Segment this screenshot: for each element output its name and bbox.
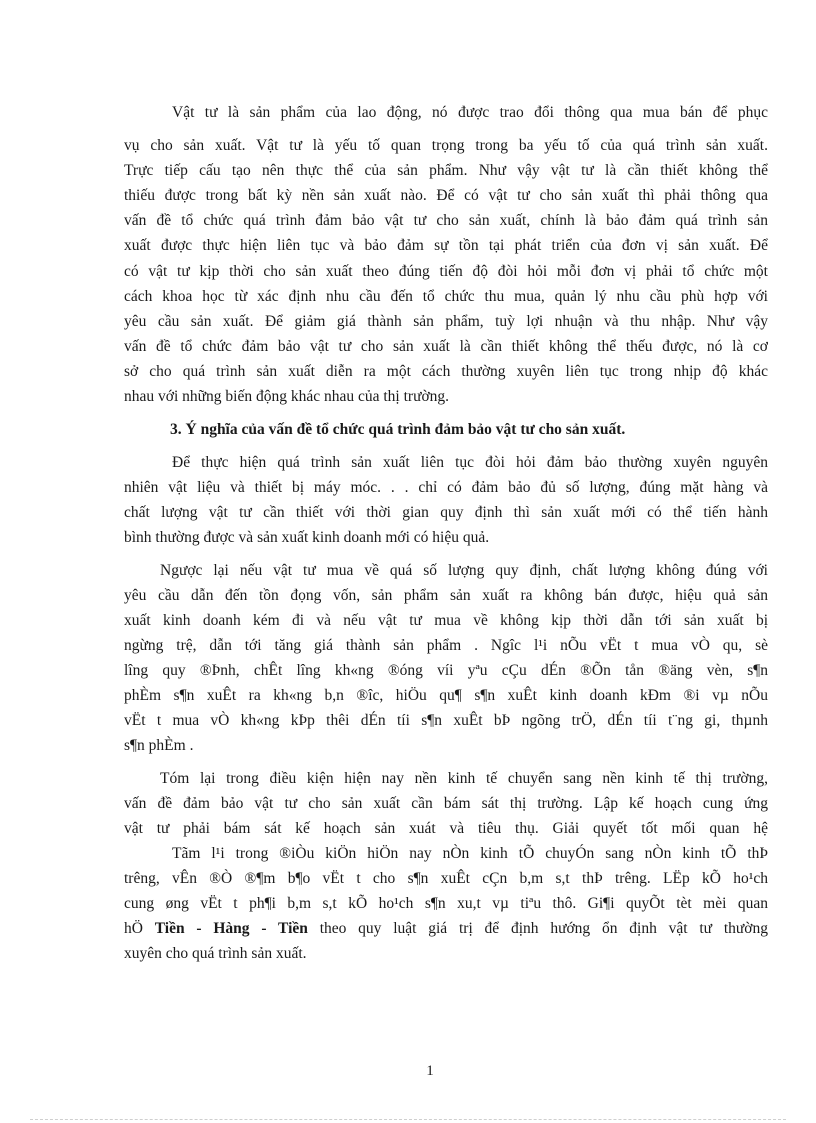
paragraph-line: Ngược lại nếu vật tư mua về quá số lượng quy định, chất lượng không đúng với xyxy=(160,562,768,579)
paragraph-line: vấn đề tổ chức quá trình đảm bảo vật tư cho sản xuất, chính là bảo đảm quá trình sản xyxy=(124,212,768,229)
paragraph-line: thiếu được trong bất kỳ nền sản xuất nào. Để có vật tư cho sản xuất thì phải thông qua xyxy=(124,187,768,204)
paragraph-line xyxy=(124,918,768,940)
paragraph-line: xuất được thực hiện liên tục và bảo đảm sự tồn tại phát triển của đơn vị sản xuất. Để xyxy=(124,237,768,254)
paragraph-line: yêu cầu sản xuất. Để giảm giá thành sản phẩm, tuỳ lợi nhuận và thu nhập. Như vậy xyxy=(124,313,768,330)
text-run: hÖ xyxy=(124,920,143,937)
paragraph-line: nhiên vật liệu và thiết bị máy móc. . . chỉ có đảm bảo đủ số lượng, đúng mặt hàng và xyxy=(124,479,768,496)
paragraph-line: phÈm s¶n xuÊt ra kh«ng b,n ®îc, hiÖu qu¶ s¶n xuÊt kinh doanh kÐm ®i vµ nÕu xyxy=(124,687,768,704)
bold-phrase: Tiền - Hàng - Tiền xyxy=(154,920,308,937)
page-number: 1 xyxy=(426,1063,434,1079)
text-run: theo quy luật giá trị để định hướng ổn định vật tư thường xyxy=(319,920,768,937)
paragraph-line: có vật tư kịp thời cho sản xuất theo đúng tiến độ đòi hỏi mỗi đơn vị phải tổ chức một xyxy=(124,263,768,280)
paragraph-line: Tãm l¹i trong ®iÒu kiÖn hiÖn nay nÒn kinh tÕ chuyÓn sang nÒn kinh tÕ thÞ xyxy=(172,845,768,862)
paragraph-line: yêu cầu dẫn đến tồn đọng vốn, sản phẩm sản xuất ra không bán được, hiệu quả sản xyxy=(124,587,768,604)
paragraph-line: xuyên cho quá trình sản xuất. xyxy=(124,945,307,962)
paragraph-line: cung øng vËt t ph¶i b,m s,t kÕ ho¹ch s¶n xu,t vµ tiªu thô. Gi¶i quyÕt tèt mèi quan xyxy=(124,895,768,912)
paragraph-line: chất lượng vật tư cần thiết với thời gian quy định thì sản xuất mới có thể tiến hành xyxy=(124,504,768,521)
paragraph-line: s¶n phÈm . xyxy=(124,737,194,754)
paragraph-line: nhau với những biến động khác nhau của thị trường. xyxy=(124,388,450,405)
paragraph-line: Vật tư là sản phẩm của lao động, nó được trao đổi thông qua mua bán để phục xyxy=(172,104,768,121)
paragraph-line: vụ cho sản xuất. Vật tư là yếu tố quan trọng trong ba yếu tố của quá trình sản xuất. xyxy=(124,137,768,154)
paragraph-line: vấn đề đảm bảo vật tư cho sản xuất cần bám sát thị trường. Lập kế hoạch cung ứng xyxy=(124,795,768,812)
paragraph-line: trêng, vÊn ®Ò ®¶m b¶o vËt t cho s¶n xuÊt cÇn b,m s,t thÞ trêng. LËp kÕ ho¹ch xyxy=(124,870,768,887)
section-heading: 3. Ý nghĩa của vấn đề tổ chức quá trình đảm bảo vật tư cho sản xuất. xyxy=(170,421,626,438)
paragraph-line: Để thực hiện quá trình sản xuất liên tục đòi hỏi đảm bảo thường xuyên nguyên xyxy=(172,454,768,471)
paragraph-line: cách khoa học từ xác định nhu cầu đến tổ chức thu mua, quản lý nhu cầu phù hợp với xyxy=(124,288,768,305)
paragraph-line: bình thường được và sản xuất kinh doanh mới có hiệu quả. xyxy=(124,529,490,546)
paragraph-line: ngừng trệ, dẫn tới tăng giá thành sản phẩm . Ngîc l¹i nÕu vËt t mua vÒ qu, sè xyxy=(124,637,768,654)
paragraph-line: vật tư phải bám sát kế hoạch sản xuát và tiêu thụ. Giải quyết tốt mối quan hệ xyxy=(124,820,768,837)
paragraph-line: Trực tiếp cấu tạo nên thực thể của sản phẩm. Như vậy vật tư là cần thiết không thể xyxy=(124,162,768,179)
paragraph-line: Tóm lại trong điều kiện hiện nay nền kinh tế chuyển sang nền kinh tế thị trường, xyxy=(160,770,768,787)
paragraph-line: vËt t mua vÒ kh«ng kÞp thêi dÉn tíi s¶n xuÊt bÞ ngõng trÖ, dÉn tíi t¨ng gi, thµnh xyxy=(124,712,768,729)
paragraph-line: sở cho quá trình sản xuất diễn ra một cách thường xuyên liên tục trong nhịp độ khác xyxy=(124,363,768,380)
paragraph-line: lîng quy ®Þnh, chÊt lîng kh«ng ®óng víi yªu cÇu dÉn ®Õn tån ®äng vèn, s¶n xyxy=(124,662,768,679)
paragraph-line: xuất kinh doanh kém đi và nếu vật tư mua về không kịp thời dẫn tới sản xuất bị xyxy=(124,612,768,629)
footer-divider xyxy=(30,1119,786,1120)
paragraph-line: vấn đề tổ chức đảm bảo vật tư cho sản xuất là cần thiết không thể thếu được, nó là cơ xyxy=(124,338,768,355)
